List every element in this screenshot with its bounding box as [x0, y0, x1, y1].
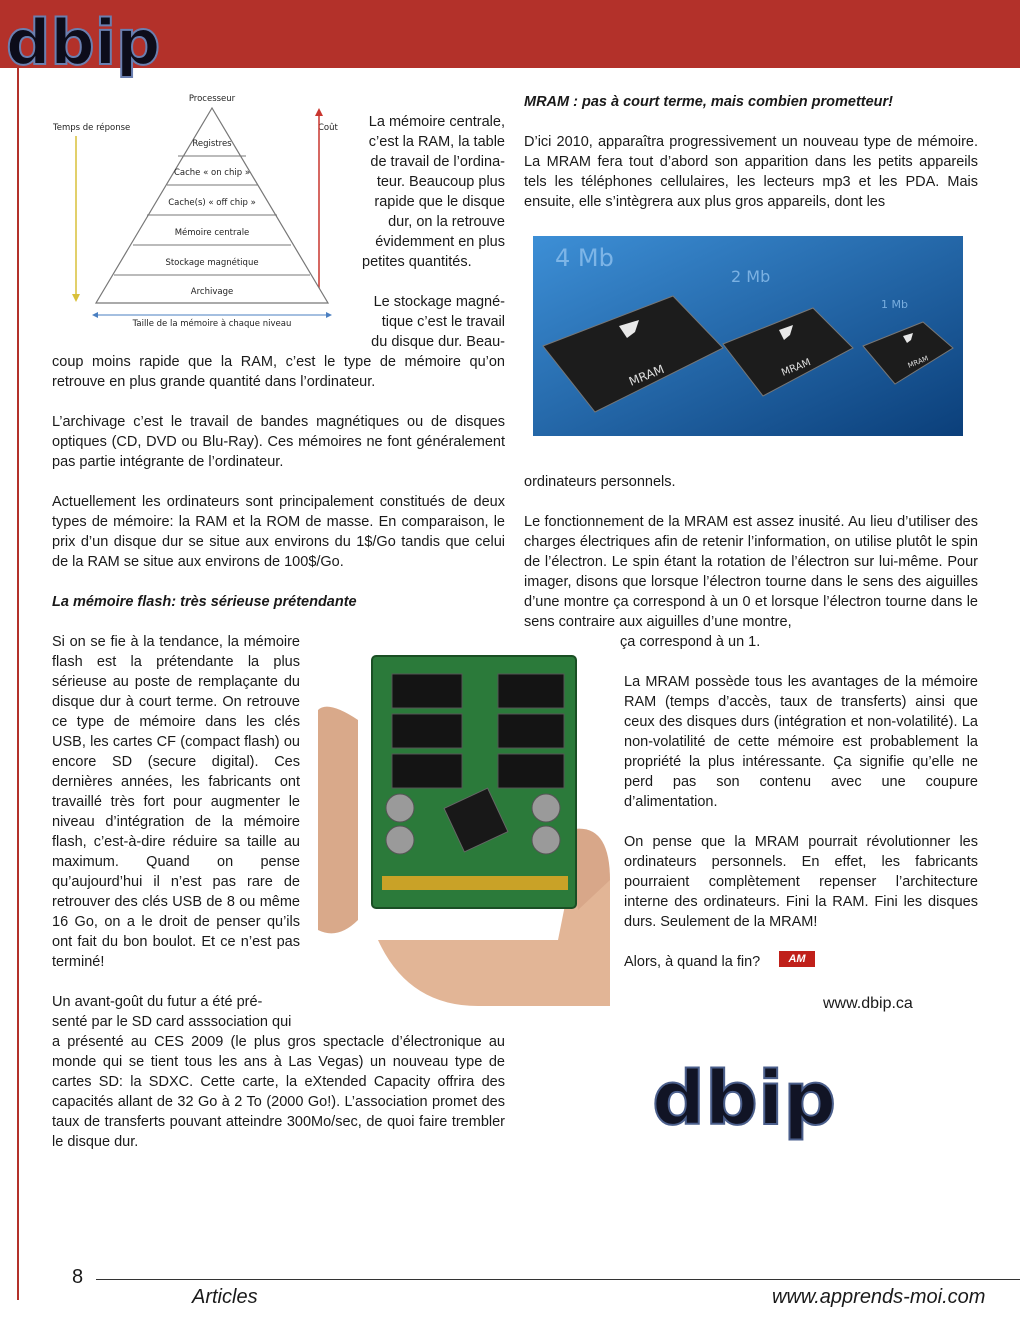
mram-chips-photo — [533, 236, 963, 436]
mram-size-2mb: 2 Mb — [731, 267, 771, 286]
mram-intro-end: ordinateurs personnels. — [524, 474, 676, 490]
advantages-paragraph: La MRAM possède tous les avantages de la mémoire RAM (temps d’accès, taux de transferts) ainsi que ceux des disques durs (intégration et non-volatilité). La non-volatilité de cette mémoire est probablement la propriété la plus intéressante. Ça signifie qu’elle ne perd pas son contenu avec une coupure d’alimentation. — [624, 674, 978, 810]
intro-line-4: teur. Beaucoup plus — [376, 174, 505, 190]
intro-line-8: petites quantités. — [362, 254, 472, 270]
cost-axis-arrow — [315, 108, 323, 116]
pyramid-level-2: Cache « on chip » — [173, 168, 251, 178]
future-line-2: senté par le SD card asssociation qui — [52, 1014, 292, 1030]
dbip-logo-bottom — [650, 1050, 870, 1160]
intro-line-6: dur, on la retrouve — [388, 214, 505, 230]
pyramid-left-axis-label: Temps de réponse — [53, 123, 131, 133]
flash-heading: La mémoire flash: très sérieuse prétendante — [52, 594, 357, 610]
footer-section-label: Articles — [192, 1286, 258, 1308]
intro-line-3: de travail de l’ordina- — [370, 154, 505, 170]
pyramid-level-1: Registres — [192, 139, 232, 149]
edge-connector — [382, 876, 568, 890]
footer-rule — [96, 1279, 1020, 1280]
left-margin-rule — [17, 68, 19, 1300]
dbip-logo-top — [0, 2, 175, 98]
flash-ssd-photo — [318, 640, 610, 1006]
pyramid-bottom-axis-label: Taille de la mémoire à chaque niveau — [132, 319, 292, 329]
mram-chip-label-1: MRAM — [626, 362, 667, 389]
pyramid-right-axis-label: Coût — [318, 123, 338, 133]
footer-url[interactable]: www.apprends-moi.com — [772, 1286, 986, 1308]
memory-hierarchy-pyramid — [40, 88, 355, 333]
future-paragraph-rest: a présenté au CES 2009 (le plus gros spectacle d’électronique au monde qui se tient tous les ans à Las Vegas) un nouveau type de cartes SD: la SDXC. Cette carte, la eXtended Capacity offrira des capacités allant de 32 Go à 2 To (2000 Go!). L’association promet des taux de transferts pouvant atteindre 300Mo/sec, de quoi faire trembler le disque dur. — [52, 1034, 505, 1150]
storage-line-2: tique c’est le travail — [381, 314, 505, 330]
page-number: 8 — [72, 1266, 84, 1288]
pyramid-level-3: Cache(s) « off chip » — [168, 198, 256, 208]
storage-line-1: Le stockage magné- — [373, 294, 505, 310]
mram-size-4mb: 4 Mb — [555, 244, 614, 272]
mram-chip-label-2: MRAM — [780, 357, 813, 379]
storage-paragraph-rest: coup moins rapide que la RAM, c’est le type de mémoire qu’on retrouve en plus grande quantité dans l’ordinateur. — [52, 354, 505, 390]
current-memory-paragraph: Actuellement les ordinateurs sont principalement constitués de deux types de mémoire: la RAM et la ROM de masse. En comparaison, le prix d’un disque dur se situe aux environs du 1$/Go tandis que celui de la RAM se situe aux environs de 100$/Go. — [52, 494, 505, 570]
revolution-paragraph: On pense que la MRAM pourrait révolutionner les ordinateurs personnels. En effet, les fabricants pourraient complètement repenser l’architecture interne des ordinateurs. Fini la RAM. Fini les disques durs. Seulement de la MRAM! — [624, 834, 978, 930]
flash-paragraph: Si on se fie à la tendance, la mémoire flash est la prétendante la plus sérieuse au poste de remplaçante du disque dur à court terme. On retrouve ce type de mémoire dans les clés USB, les cartes CF (compact flash) ou encore SD (secure digital). Ces dernières années, les fabricants ont travaillé très fort pour augmenter le niveau d’intégration de la mémoire flash, c’est-à-dire réduire sa taille au maximum. Quand on pense qu’aujourd’hui il n’est pas rare de retrouver des clés USB de 8 ou même 16 Go, on a le droit de penser qu’ils ont fait du bon boulot. Et ce n’est pas terminé! — [52, 634, 300, 970]
bottom-logo-text: dbip — [652, 1056, 837, 1142]
closing-question: Alors, à quand la fin? — [624, 954, 761, 970]
spin-paragraph-end: ça correspond à un 1. — [620, 634, 761, 650]
future-line-1: Un avant-goût du futur a été pré- — [52, 994, 263, 1010]
intro-line-7: évidemment en plus — [375, 234, 505, 250]
intro-line-2: c’est la RAM, la table — [368, 134, 505, 150]
intro-line-5: rapide que le disque — [374, 194, 505, 210]
mram-size-1mb: 1 Mb — [881, 298, 908, 311]
dbip-site-link[interactable]: www.dbip.ca — [823, 995, 913, 1012]
time-axis-arrow — [72, 294, 80, 302]
author-badge: AM — [779, 951, 815, 967]
mram-chip-label-3: MRAM — [906, 354, 930, 370]
pyramid-level-6: Archivage — [190, 287, 234, 297]
intro-line-1: La mémoire centrale, — [368, 114, 505, 130]
spin-paragraph: Le fonctionnement de la MRAM est assez inusité. Au lieu d’utiliser des charges électriques afin de retenir l’information, on utilise plutôt le spin de l’électron. Le spin étant la rotation de l’électron sur lui-même. Pour imager, disons que lorsque l’électron tourne dans le sens des aiguilles d’une montre ça correspond à un 0 et lorsque l’électron tourne dans le sens contraire aux aiguilles d’une montre, — [524, 514, 978, 630]
pyramid-top-label: Processeur — [188, 94, 236, 104]
pyramid-level-5: Stockage magnétique — [165, 258, 259, 268]
mram-heading: MRAM : pas à court terme, mais combien prometteur! — [524, 94, 894, 110]
archive-paragraph: L’archivage c’est le travail de bandes magnétiques ou de disques optiques (CD, DVD ou Blu-Ray). Ces mémoires ne font généralement pas partie intégrante de l’ordinateur. — [52, 414, 505, 470]
mram-intro-paragraph: D’ici 2010, apparaîtra progressivement un nouveau type de mémoire. La MRAM fera tout d’abord son apparition dans les petits appareils tels les téléphones cellulaires, les lecteurs mp3 et les PDA. Mais ensuite, elle s’intègrera aux plus gros appareils, dont les — [524, 134, 978, 210]
storage-line-3: du disque dur. Beau- — [371, 334, 505, 350]
thumb — [318, 707, 358, 934]
logo-text: dbip — [6, 6, 161, 79]
pyramid-level-4: Mémoire centrale — [174, 228, 250, 238]
